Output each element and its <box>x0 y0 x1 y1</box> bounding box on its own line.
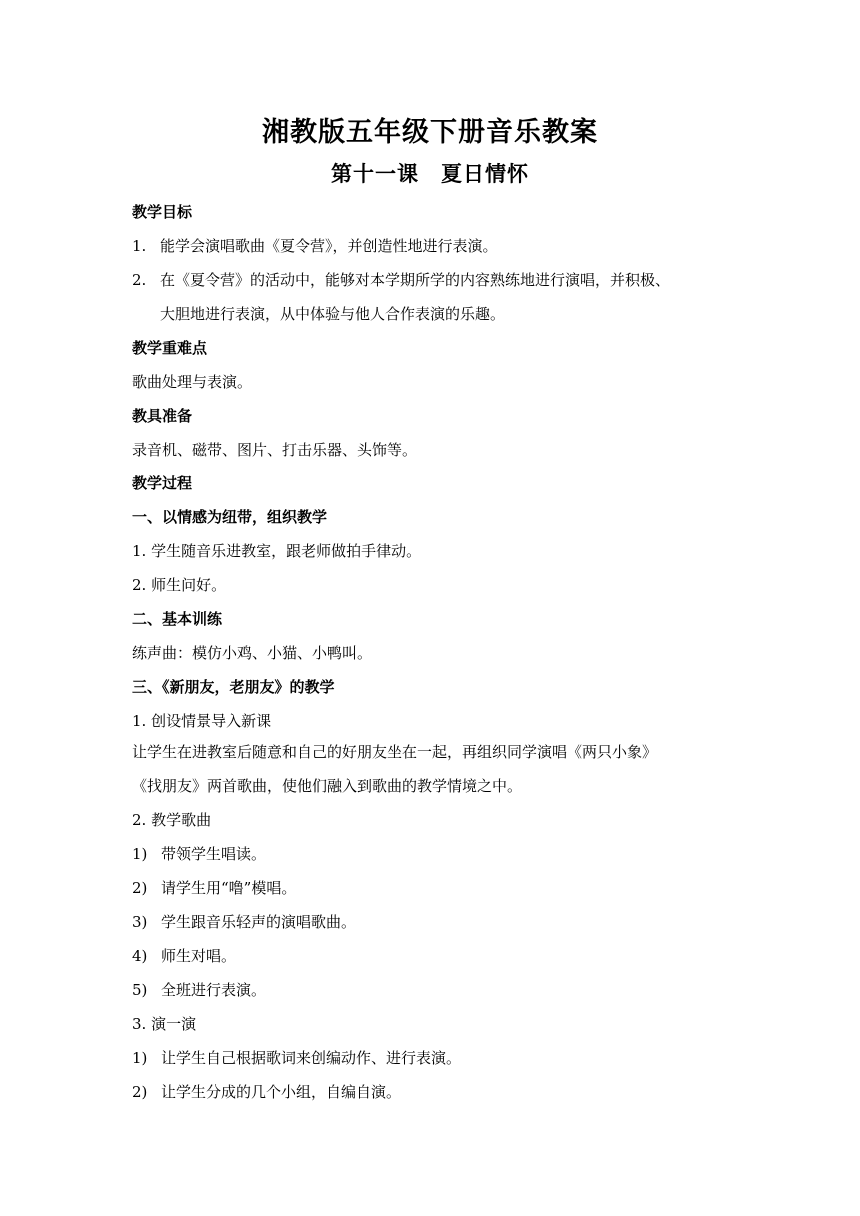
step-text: 让学生分成的几个小组，自编自演。 <box>161 1083 402 1101</box>
objective-item-2-continued: 大胆地进行表演，从中体验与他人合作表演的乐趣。 <box>160 305 506 323</box>
objective-item-2 <box>132 270 670 290</box>
lesson-subtitle: 第十一课 夏日情怀 <box>331 162 529 186</box>
objective-number: 1. <box>132 237 147 255</box>
part1-item: 2. 师生问好。 <box>132 576 227 594</box>
step-text: 带领学生唱读。 <box>161 845 267 863</box>
objective-number: 2. <box>132 271 147 289</box>
part3-paragraph-line-1: 让学生在进教室后随意和自己的好朋友坐在一起，再组织同学演唱《两只小象》 <box>132 743 658 761</box>
objective-item-1 <box>132 236 498 256</box>
song-step-3 <box>132 912 356 932</box>
song-step-5 <box>132 980 266 1000</box>
act-step-2 <box>132 1082 401 1102</box>
key-points-text: 歌曲处理与表演。 <box>132 373 253 391</box>
step-number: 1) <box>132 1049 148 1067</box>
step-number: 2) <box>132 879 148 897</box>
part3-paragraph-line-2: 《找朋友》两首歌曲，使他们融入到歌曲的教学情境之中。 <box>132 777 523 795</box>
step-number: 3) <box>132 913 148 931</box>
process-heading: 教学过程 <box>132 474 193 492</box>
objective-text: 在《夏令营》的活动中，能够对本学期所学的内容熟练地进行演唱，并积极、 <box>160 271 671 289</box>
step-text: 全班进行表演。 <box>161 981 267 999</box>
materials-heading: 教具准备 <box>132 407 193 425</box>
objective-text: 能学会演唱歌曲《夏令营》，并创造性地进行表演。 <box>160 237 498 255</box>
part2-text: 练声曲：模仿小鸡、小猫、小鸭叫。 <box>132 644 373 662</box>
step-number: 2) <box>132 1083 148 1101</box>
song-step-2 <box>132 878 296 898</box>
key-points-heading: 教学重难点 <box>132 339 208 357</box>
part3-subheading-3: 3. 演一演 <box>132 1015 197 1033</box>
step-text: 师生对唱。 <box>161 947 237 965</box>
step-number: 4) <box>132 947 148 965</box>
song-step-4 <box>132 946 236 966</box>
step-number: 1) <box>132 845 148 863</box>
step-text: 请学生用“噜”模唱。 <box>161 879 297 897</box>
step-text: 让学生自己根据歌词来创编动作、进行表演。 <box>161 1049 462 1067</box>
document-title: 湘教版五年级下册音乐教案 <box>262 117 598 148</box>
step-number: 5) <box>132 981 148 999</box>
part3-heading: 三、《新朋友，老朋友》的教学 <box>132 678 335 696</box>
part3-subheading-2: 2. 教学歌曲 <box>132 811 212 829</box>
part1-item: 1. 学生随音乐进教室，跟老师做拍手律动。 <box>132 542 422 560</box>
objectives-heading: 教学目标 <box>132 203 193 221</box>
act-step-1 <box>132 1048 461 1068</box>
step-text: 学生跟音乐轻声的演唱歌曲。 <box>161 913 357 931</box>
song-step-1 <box>132 844 266 864</box>
part2-heading: 二、基本训练 <box>132 610 223 628</box>
part3-subheading-1: 1. 创设情景导入新课 <box>132 712 272 730</box>
materials-text: 录音机、磁带、图片、打击乐器、头饰等。 <box>132 441 418 459</box>
part1-heading: 一、以情感为纽带，组织教学 <box>132 508 328 526</box>
